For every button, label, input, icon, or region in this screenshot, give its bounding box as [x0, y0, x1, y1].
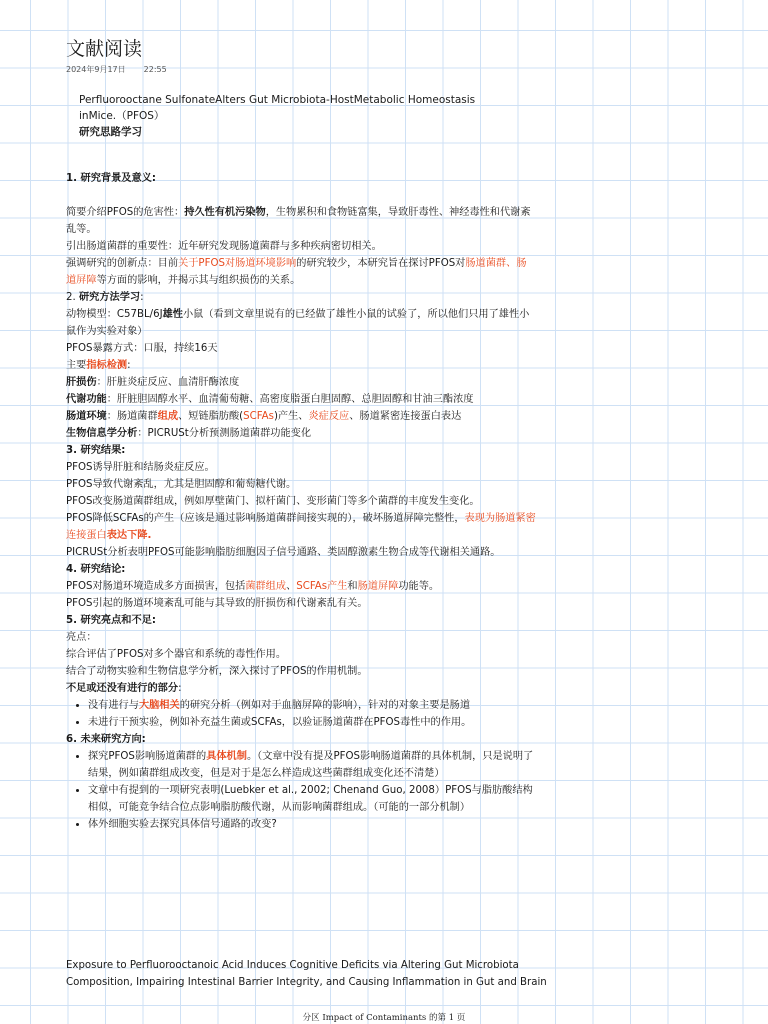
list-item: • 体外细胞实验去探究具体信号通路的改变? — [88, 816, 536, 833]
next-paper-title — [66, 957, 586, 991]
next-paper-title-line1: Exposure to Perfluorooctanoic Acid Induces Cognitive Deficits via Altering Gut Microbiota — [66, 960, 519, 971]
page-footer: 分区 Impact of Contaminants 的第 1 页 — [302, 1013, 466, 1023]
section4-heading: 4. 研究结论: — [66, 564, 126, 575]
s1-danger: 简要介绍PFOS的危害性：持久性有机污染物，生物累积和食物链富集，导致肝毒性、神经毒性和代谢紊乱等。 — [66, 207, 531, 235]
s4-conclusion-2: PFOS引起的肠道环境紊乱可能与其导致的肝损伤和代谢紊乱有关。 — [66, 598, 368, 609]
s1-importance: 引出肠道菌群的重要性：近年研究发现肠道菌群与多种疾病密切相关。 — [66, 241, 382, 252]
s3-result-2: PFOS导致代谢紊乱，尤其是胆固醇和葡萄糖代谢。 — [66, 479, 297, 490]
s5-highlight-2: 结合了动物实验和生物信息学分析，深入探讨了PFOS的作用机制。 — [66, 666, 368, 677]
s3-result-5: PICRUSt分析表明PFOS可能影响脂肪细胞因子信号通路、类固醇激素生物合成等代谢相关通路。 — [66, 547, 501, 558]
s3-result-4: PFOS降低SCFAs的产生（应该是通过影响肠道菌群间接实现的），破坏肠道屏障完整性，表现为肠道紧密连接蛋白表达下降. — [66, 513, 536, 541]
list-item: • 文章中有提到的一项研究表明(Luebker et al., 2002; Chenand Guo, 2008）PFOS与脂肪酸结构相似，可能竞争结合位点影响脂肪酸代谢，从而影响菌群组成。（可能的一部分机制） — [88, 782, 536, 816]
s4-conclusion-1: PFOS对肠道环境造成多方面损害，包括菌群组成、SCFAs产生和肠道屏障功能等。 — [66, 581, 440, 592]
s2-exposure: PFOS暴露方式：口服，持续16天 — [66, 343, 218, 354]
list-item: • 没有进行与大脑相关的研究分析（例如对于血脑屏障的影响），针对的对象主要是肠道 — [88, 697, 536, 714]
list-item: • 探究PFOS影响肠道菌群的具体机制。（文章中没有提及PFOS影响肠道菌群的具体机制，只是说明了结果，例如菌群组成改变，但是对于是怎么样造成这些菌群组成变化还不清楚） — [88, 748, 536, 782]
page-title: 文献阅读 — [66, 38, 143, 60]
section6-heading: 6. 未来研究方向: — [66, 734, 146, 745]
s2-main-indicators: 主要指标检测: — [66, 360, 131, 371]
s3-result-1: PFOS诱导肝脏和结肠炎症反应。 — [66, 462, 215, 473]
section3-heading: 3. 研究结果: — [66, 445, 126, 456]
section5-heading: 5. 研究亮点和不足: — [66, 615, 156, 626]
s5-highlights-label: 亮点： — [66, 632, 97, 643]
s2-liver: 肝损伤：肝脏炎症反应、血清肝酶浓度 — [66, 377, 240, 388]
future-directions-list — [66, 748, 536, 833]
next-paper-title-line2: Composition, Impairing Intestinal Barrier Integrity, and Causing Inflammation in Gut and Brain — [66, 977, 547, 988]
s1-innovation: 强调研究的创新点：目前关于PFOS对肠道环境影响的研究较少，本研究旨在探讨PFOS对肠道菌群、肠道屏障等方面的影响，并揭示其与组织损伤的关系。 — [66, 258, 527, 286]
list-item: • 未进行干预实验，例如补充益生菌或SCFAs，以验证肠道菌群在PFOS毒性中的作用。 — [88, 714, 536, 731]
s2-metabolism: 代谢功能：肝脏胆固醇水平、血清葡萄糖、高密度脂蛋白胆固醇、总胆固醇和甘油三酯浓度 — [66, 394, 474, 405]
section1-heading: 1. 研究背景及意义: — [66, 173, 156, 184]
s2-model: 动物模型：C57BL/6J雄性小鼠（看到文章里说有的已经做了雄性小鼠的试验了，所以他们只用了雄性小鼠作为实验对象） — [66, 309, 530, 337]
s2-bioinfo: 生物信息学分析：PICRUSt分析预测肠道菌群功能变化 — [66, 428, 312, 439]
s3-result-3: PFOS改变肠道菌群组成，例如厚壁菌门、拟杆菌门、变形菌门等多个菌群的丰度发生变化。 — [66, 496, 480, 507]
paper-title-line2: inMice.（PFOS） — [79, 110, 165, 122]
note-content — [66, 170, 536, 833]
page-meta — [66, 64, 167, 75]
s5-highlight-1: 综合评估了PFOS对多个器官和系统的毒性作用。 — [66, 649, 287, 660]
paper-title-line1: Perfluorooctane SulfonateAlters Gut Microbiota-HostMetabolic Homeostasis — [79, 94, 476, 106]
s2-gut: 肠道环境：肠道菌群组成、短链脂肪酸(SCFAs)产生、炎症反应、肠道紧密连接蛋白表达 — [66, 411, 462, 422]
shortfall-list — [66, 697, 536, 731]
page-time: 22:55 — [143, 65, 167, 74]
s5-shortfall-heading: 不足或还没有进行的部分: — [66, 683, 182, 694]
section2-heading: 2. 研究方法学习: — [66, 292, 144, 303]
page-date: 2024年9月17日 — [66, 65, 126, 74]
paper-header — [79, 92, 539, 140]
paper-subtitle: 研究思路学习 — [79, 126, 142, 138]
